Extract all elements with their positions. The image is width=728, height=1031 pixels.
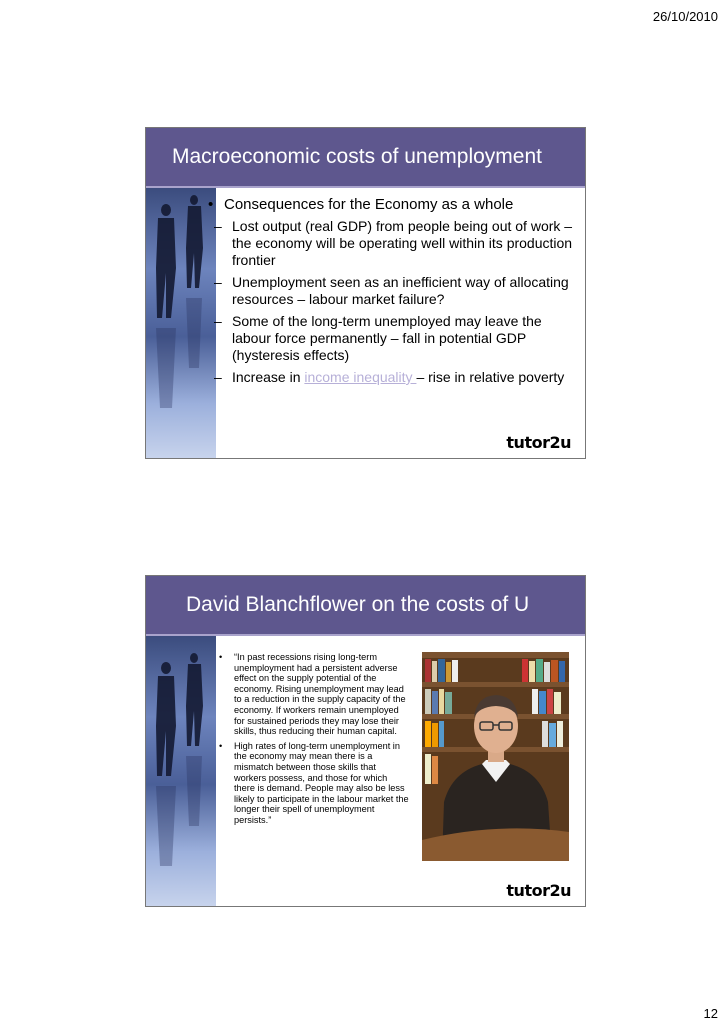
income-inequality-link[interactable]: income inequality — [304, 369, 417, 385]
business-people-photo — [146, 636, 216, 906]
slide-content — [208, 196, 580, 386]
quote-bullet: • “In past recessions rising long-term unemployment had a persistent adverse effect on the supply potential of the economy. Rising unemployment may lead to a reduction in the supply capacity of the economy. If workers remain unemployed for sustained periods they may lose their skills, thus reducing their human capital. — [219, 652, 406, 737]
slide-title-bar — [146, 576, 585, 636]
business-people-photo — [146, 188, 216, 458]
sub-bullet: – Increase in income inequality – rise in relative poverty — [214, 369, 565, 385]
slide-title: Macroeconomic costs of unemployment — [172, 145, 542, 168]
quote-bullet: • High rates of long-term unemployment in the economy may mean there is a mismatch between those skills that workers possess, and those for which there is demand. People may also be less likely to participate in the labour market the longer their spell of unemployment persists.” — [219, 740, 409, 825]
print-date: 26/10/2010 — [652, 9, 718, 24]
tutor2u-logo: tutor2u — [506, 881, 571, 900]
blanchflower-portrait — [422, 652, 569, 861]
sub-bullet: – Lost output (real GDP) from people being out of work – the economy will be operating well within its production frontier — [214, 218, 573, 268]
quote-text — [214, 652, 410, 830]
slide-title-bar — [146, 128, 585, 188]
page-number: 12 — [703, 1006, 718, 1021]
sub-bullet: – Some of the long-term unemployed may leave the labour force permanently – fall in potential GDP (hysteresis effects) — [214, 313, 542, 363]
slide-macroeconomic-costs — [145, 127, 586, 459]
sub-bullet: – Unemployment seen as an inefficient way of allocating resources – labour market failure? — [214, 274, 569, 307]
main-bullet: • Consequences for the Economy as a whole — [208, 196, 514, 213]
slide-title: David Blanchflower on the costs of U — [186, 593, 530, 616]
tutor2u-logo: tutor2u — [506, 433, 571, 452]
slide-blanchflower — [145, 575, 586, 907]
